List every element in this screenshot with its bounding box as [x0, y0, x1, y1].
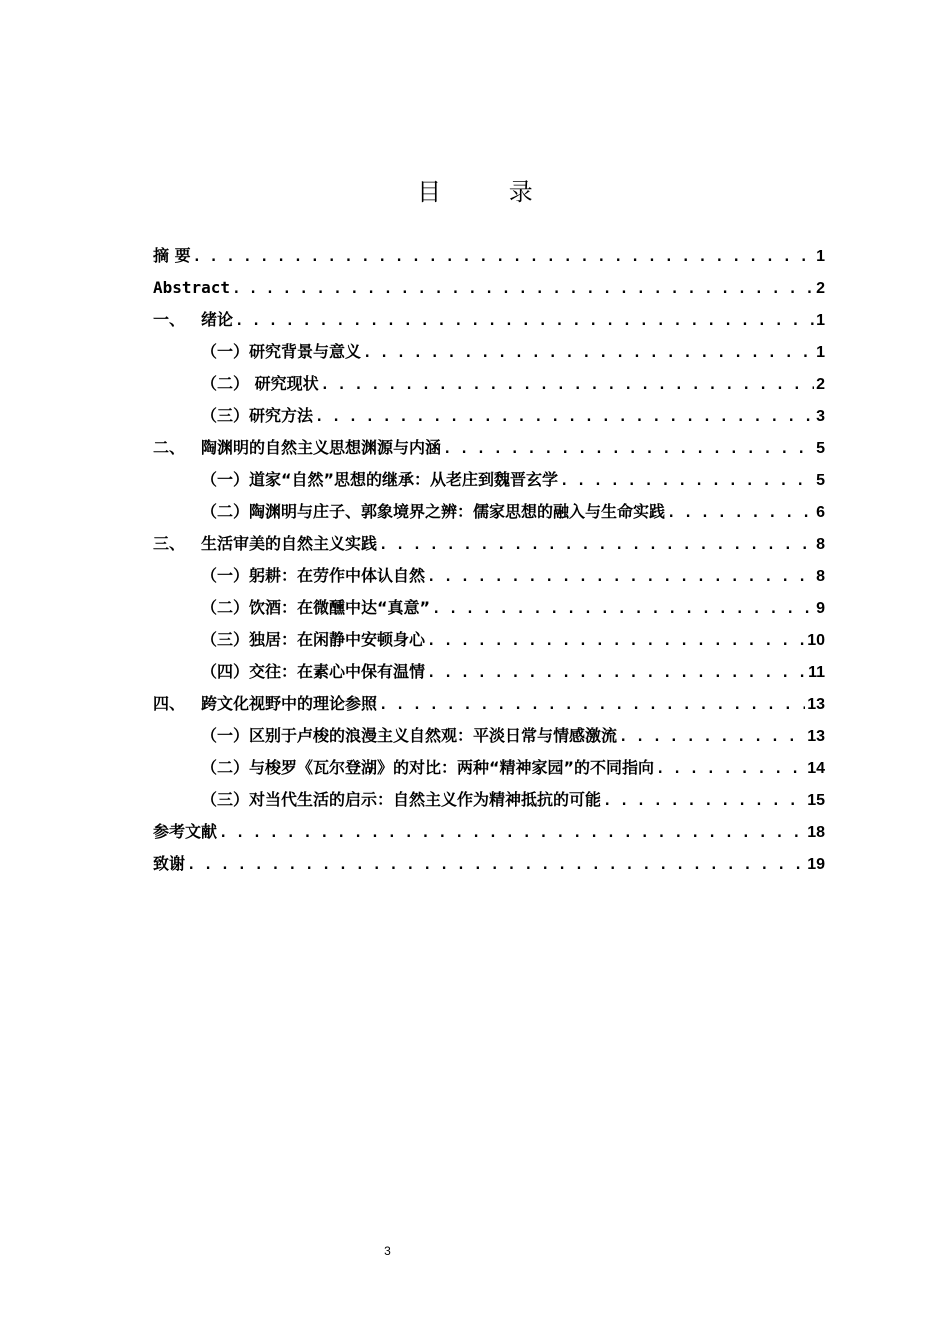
page-footer-number: 3 [384, 1244, 391, 1258]
toc-page-number: 2 [816, 280, 825, 297]
toc-chapter-number: 四、 [153, 694, 186, 713]
toc-entry-chapter-4[interactable] [153, 688, 825, 720]
toc-page-number: 9 [816, 600, 825, 617]
toc-leader-dots [235, 304, 814, 337]
toc-entry-text: （四）交往：在素心中保有温情 [201, 662, 426, 681]
toc-page-number: 3 [816, 408, 825, 425]
toc-entry-section-1-2[interactable] [153, 368, 825, 400]
toc-leader-dots [219, 816, 805, 849]
toc-leader-dots [187, 848, 805, 881]
toc-entry-text: 参考文献 [153, 822, 218, 841]
toc-page-number: 14 [807, 760, 825, 777]
toc-entry-section-3-1[interactable] [153, 560, 825, 592]
toc-entry-text: Abstract [153, 278, 231, 297]
toc-leader-dots [667, 496, 814, 529]
toc-entry-abstract-en[interactable] [153, 272, 825, 304]
toc-entry-text: （一）研究背景与意义 [201, 342, 362, 361]
toc-entry-chapter-1[interactable] [153, 304, 825, 336]
toc-entry-text: （一）躬耕：在劳作中体认自然 [201, 566, 426, 585]
toc-chapter-number: 二、 [153, 438, 186, 457]
toc-title: 目 录 [417, 178, 563, 206]
toc-entry-text: 绪论 [201, 310, 234, 329]
toc-page-number: 1 [816, 312, 825, 329]
toc-leader-dots [193, 240, 815, 273]
toc-entry-text: 生活审美的自然主义实践 [201, 534, 378, 553]
toc-leader-dots [379, 688, 805, 721]
toc-leader-dots [363, 336, 814, 369]
toc-entry-abstract-cn[interactable] [153, 240, 825, 272]
toc-entry-section-2-1[interactable] [153, 464, 825, 496]
toc-entry-text: 致谢 [153, 854, 186, 873]
toc-entry-chapter-3[interactable] [153, 528, 825, 560]
toc-page-number: 8 [816, 536, 825, 553]
toc-entry-section-4-2[interactable] [153, 752, 825, 784]
toc-page-number: 13 [807, 728, 825, 745]
toc-leader-dots [427, 656, 806, 689]
toc-leader-dots [379, 528, 814, 561]
toc-leader-dots [432, 592, 814, 625]
toc-page-number: 10 [807, 632, 825, 649]
toc-page-number: 19 [807, 856, 825, 873]
toc-entry-text: （一）区别于卢梭的浪漫主义自然观：平淡日常与情感激流 [201, 726, 618, 745]
toc-entry-section-2-2[interactable] [153, 496, 825, 528]
toc-page-number: 1 [816, 344, 825, 361]
toc-entry-section-1-3[interactable] [153, 400, 825, 432]
toc-entry-text: （二） 研究现状 [201, 374, 319, 393]
toc-entry-section-3-3[interactable] [153, 624, 825, 656]
toc-page-number: 11 [808, 664, 825, 681]
toc-page-number: 5 [816, 440, 825, 457]
toc-leader-dots [321, 368, 815, 401]
toc-chapter-number: 一、 [153, 310, 186, 329]
toc-page-number: 18 [807, 824, 825, 841]
toc-entry-references[interactable] [153, 816, 825, 848]
toc-page-number: 6 [816, 504, 825, 521]
toc-leader-dots [427, 624, 805, 657]
toc-page-number: 1 [816, 248, 825, 265]
toc-entry-text: （三）研究方法 [201, 406, 314, 425]
toc-entry-section-4-3[interactable] [153, 784, 825, 816]
toc-entry-acknowledgements[interactable] [153, 848, 825, 880]
toc-page-number: 8 [816, 568, 825, 585]
toc-chapter-number: 三、 [153, 534, 186, 553]
toc-entry-text: （一）道家“自然”思想的继承：从老庄到魏晋玄学 [201, 470, 559, 489]
toc-leader-dots [315, 400, 814, 433]
toc-leader-dots [656, 752, 805, 785]
toc-leader-dots [443, 432, 814, 465]
toc-entry-chapter-2[interactable] [153, 432, 825, 464]
toc-entry-text: （二）与梭罗《瓦尔登湖》的对比：两种“精神家园”的不同指向 [201, 758, 655, 777]
toc-entry-text: 摘 要 [153, 246, 191, 265]
table-of-contents [153, 240, 825, 880]
toc-leader-dots [427, 560, 814, 593]
toc-entry-section-4-1[interactable] [153, 720, 825, 752]
toc-entry-section-3-4[interactable] [153, 656, 825, 688]
toc-entry-text: （三）对当代生活的启示：自然主义作为精神抵抗的可能 [201, 790, 602, 809]
toc-leader-dots [232, 272, 814, 305]
toc-leader-dots [603, 784, 805, 817]
toc-page-number: 5 [816, 472, 825, 489]
toc-entry-section-1-1[interactable] [153, 336, 825, 368]
toc-page-number: 13 [807, 696, 825, 713]
toc-entry-section-3-2[interactable] [153, 592, 825, 624]
toc-entry-text: （二）陶渊明与庄子、郭象境界之辨：儒家思想的融入与生命实践 [201, 502, 666, 521]
toc-entry-text: 跨文化视野中的理论参照 [201, 694, 378, 713]
toc-page-number: 15 [807, 792, 825, 809]
toc-leader-dots [619, 720, 805, 753]
toc-entry-text: （二）饮酒：在微醺中达“真意” [201, 598, 431, 617]
toc-entry-text: 陶渊明的自然主义思想渊源与内涵 [201, 438, 442, 457]
toc-entry-text: （三）独居：在闲静中安顿身心 [201, 630, 426, 649]
toc-leader-dots [560, 464, 814, 497]
toc-page-number: 2 [816, 376, 825, 393]
